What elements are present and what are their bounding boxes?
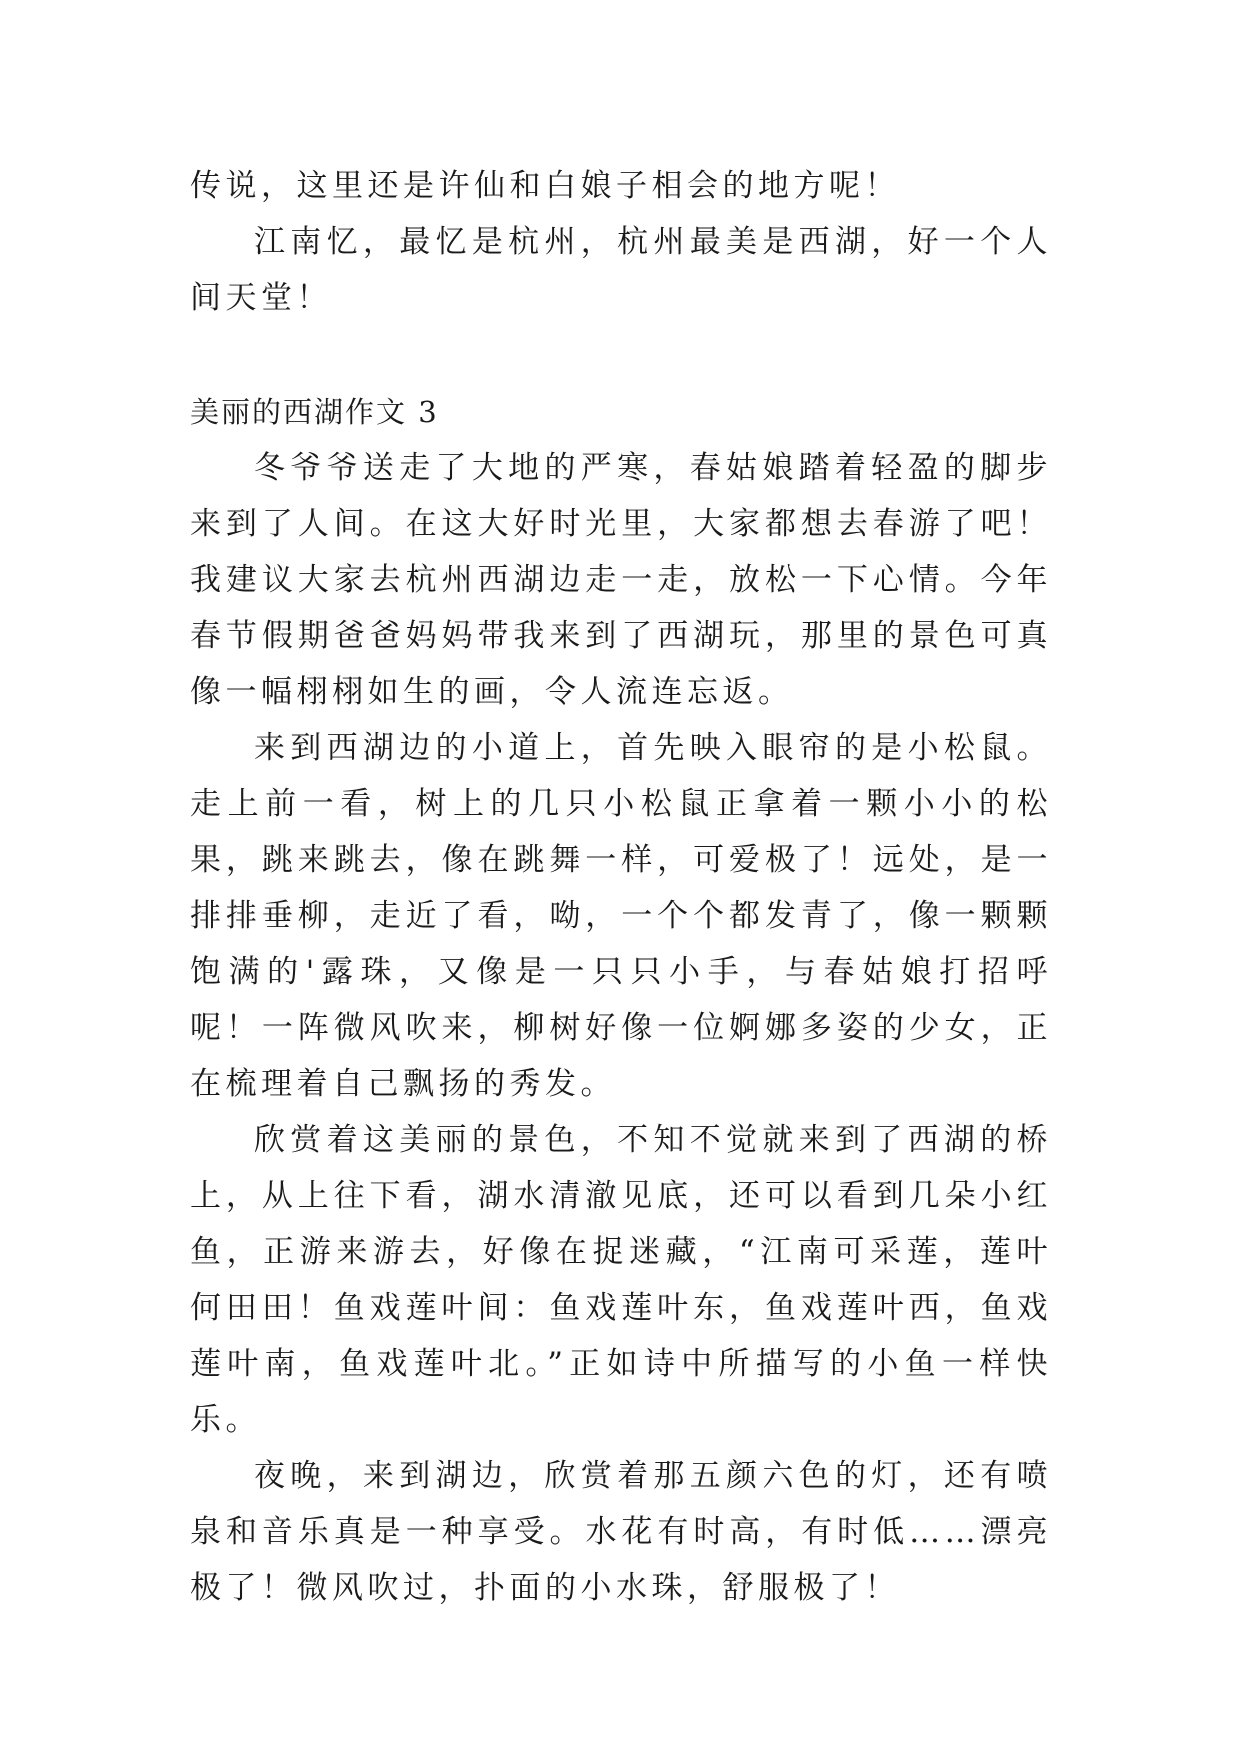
document-body: [190, 158, 1052, 1616]
paragraph-spring-intro: 冬爷爷送走了大地的严寒，春姑娘踏着轻盈的脚步来到了人间。在这大好时光里，大家都想去春游了吧！我建议大家去杭州西湖边走一走，放松一下心情。今年春节假期爸爸妈妈带我来到了西湖玩，那里的景色可真像一幅栩栩如生的画，令人流连忘返。: [190, 450, 1052, 710]
paragraph-night-fountain: 夜晚，来到湖边，欣赏着那五颜六色的灯，还有喷泉和音乐真是一种享受。水花有时高，有时低……漂亮极了！微风吹过，扑面的小水珠，舒服极了！: [190, 1458, 1052, 1606]
paragraph-continuation: 传说，这里还是许仙和白娘子相会的地方呢！: [190, 168, 900, 204]
paragraph-jiangnan: 江南忆，最忆是杭州，杭州最美是西湖，好一个人间天堂！: [190, 224, 1052, 316]
essay-heading: 美丽的西湖作文 3: [190, 395, 439, 429]
paragraph-squirrels-willows: 来到西湖边的小道上，首先映入眼帘的是小松鼠。走上前一看，树上的几只小松鼠正拿着一颗小小的松果，跳来跳去，像在跳舞一样，可爱极了！远处，是一排排垂柳，走近了看，呦，一个个都发青了，像一颗颗饱满的'露珠，又像是一只只小手，与春姑娘打招呼呢！一阵微风吹来，柳树好像一位婀娜多姿的少女，正在梳理着自己飘扬的秀发。: [190, 730, 1052, 1102]
paragraph-bridge-fish: 欣赏着这美丽的景色，不知不觉就来到了西湖的桥上，从上往下看，湖水清澈见底，还可以看到几朵小红鱼，正游来游去，好像在捉迷藏，“江南可采莲，莲叶何田田！鱼戏莲叶间：鱼戏莲叶东，鱼戏莲叶西，鱼戏莲叶南，鱼戏莲叶北。”正如诗中所描写的小鱼一样快乐。: [190, 1122, 1052, 1438]
section-gap: [190, 326, 1052, 384]
